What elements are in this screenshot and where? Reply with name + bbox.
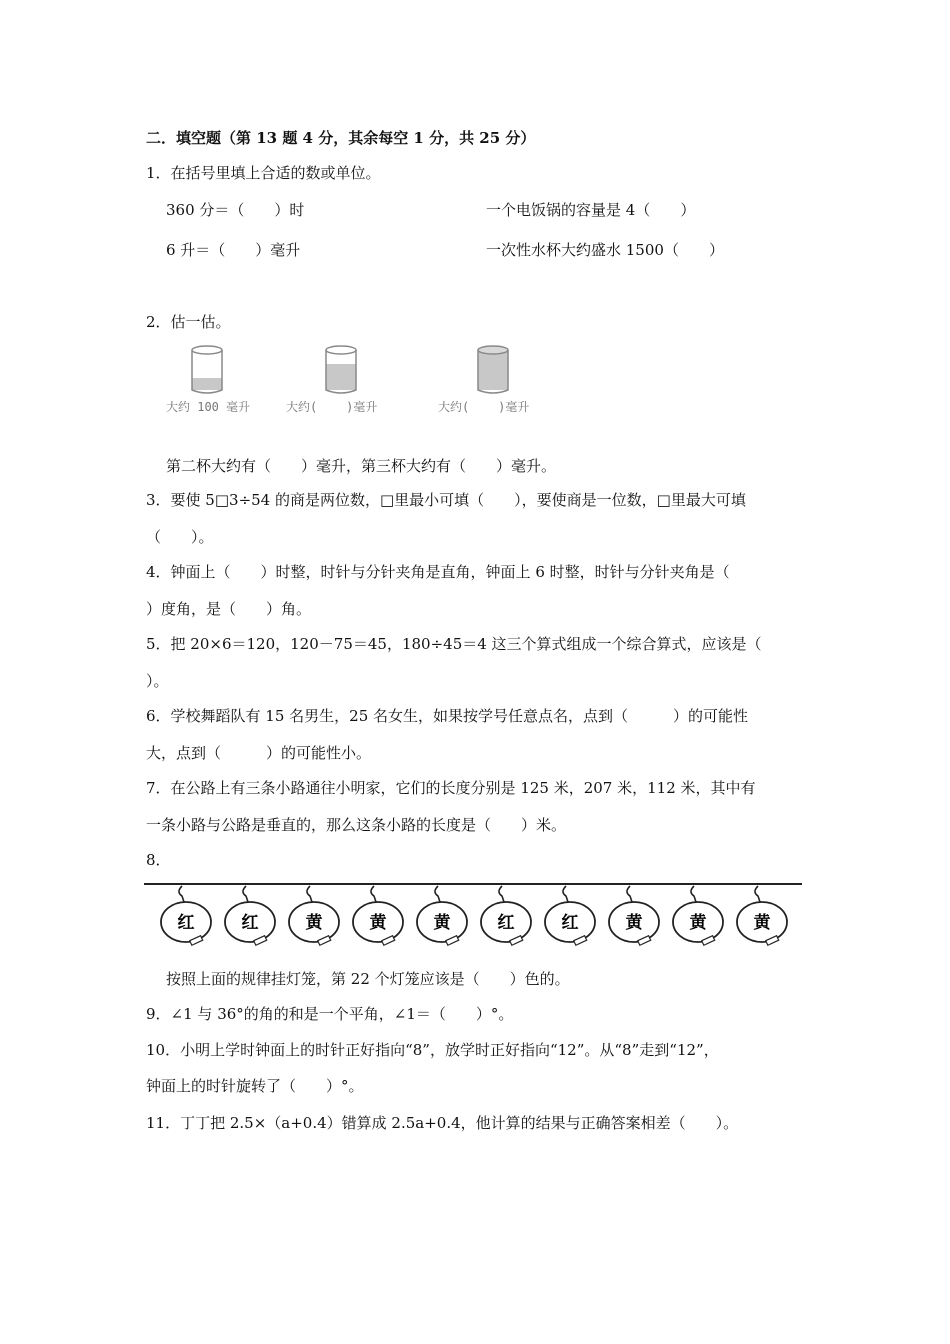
lantern-3-label: 黄 — [305, 913, 323, 933]
lantern-3 — [289, 886, 339, 945]
q4-line2: ）度角，是（ ）角。 — [146, 600, 312, 618]
q1-stem: 1．在括号里填上合适的数或单位。 — [146, 164, 381, 182]
q5-line2: ）。 — [146, 672, 169, 690]
glass-2 — [326, 346, 356, 393]
lantern-10-label: 黄 — [753, 913, 771, 933]
q7-line2: 一条小路与公路是垂直的，那么这条小路的长度是（ ）米。 — [146, 816, 567, 834]
q11-line1: 11．丁丁把 2.5×（a+0.4）错算成 2.5a+0.4，他计算的结果与正确答案相差（ ）。 — [146, 1114, 739, 1132]
lantern-7 — [545, 886, 595, 945]
q3-line2: （ ）。 — [146, 528, 214, 546]
q8-number: 8． — [146, 851, 171, 869]
lantern-6 — [481, 886, 531, 945]
glass-2-label: 大约( )毫升 — [286, 400, 378, 414]
q7-line1: 7．在公路上有三条小路通往小明家，它们的长度分别是 125 米，207 米，112 米，其中有 — [146, 779, 756, 797]
q10-line2: 钟面上的时针旋转了（ ）°。 — [146, 1077, 364, 1095]
q5-line1: 5．把 20×6＝120，120－75＝45，180÷45＝4 这三个算式组成一个综合算式，应该是（ — [146, 635, 762, 653]
lantern-1-label: 红 — [177, 913, 195, 933]
glass-1-liquid — [192, 378, 222, 390]
q3-line1: 3．要使 5□3÷54 的商是两位数，□里最小可填（ ），要使商是一位数，□里最大可填 — [146, 491, 746, 509]
lantern-4-label: 黄 — [369, 913, 387, 933]
q1-item-a: 360 分＝（ ）时 — [166, 201, 305, 219]
lantern-2 — [225, 886, 275, 945]
lantern-9-label: 黄 — [689, 913, 707, 933]
q1-item-d: 一次性水杯大约盛水 1500（ ） — [486, 241, 724, 259]
glass-3 — [478, 346, 508, 393]
lantern-9 — [673, 886, 723, 945]
section-title: 二．填空题（第 13 题 4 分，其余每空 1 分，共 25 分） — [146, 129, 536, 147]
lantern-10 — [737, 886, 787, 945]
glass-1-label: 大约 100 毫升 — [166, 400, 251, 414]
q6-line1: 6．学校舞蹈队有 15 名男生，25 名女生，如果按学号任意点名，点到（ ）的可能性 — [146, 707, 749, 725]
q1-item-b: 一个电饭锅的容量是 4（ ） — [486, 201, 696, 219]
q2-stem: 2．估一估。 — [146, 313, 231, 331]
lantern-5 — [417, 886, 467, 945]
lantern-1 — [161, 886, 211, 945]
lantern-figure — [144, 878, 804, 952]
lantern-7-label: 红 — [561, 913, 579, 933]
q4-line1: 4．钟面上（ ）时整，时针与分针夹角是直角，钟面上 6 时整，时针与分针夹角是（ — [146, 563, 730, 581]
lantern-4 — [353, 886, 403, 945]
q1-item-c: 6 升＝（ ）毫升 — [166, 241, 301, 259]
glass-figure — [160, 340, 580, 420]
lantern-6-label: 红 — [497, 913, 515, 933]
lantern-5-label: 黄 — [433, 913, 451, 933]
glass-1 — [192, 346, 222, 393]
q2-question: 第二杯大约有（ ）毫升，第三杯大约有（ ）毫升。 — [166, 457, 557, 475]
q9-line1: 9．∠1 与 36°的角的和是一个平角，∠1＝（ ）°。 — [146, 1005, 514, 1023]
lantern-8-label: 黄 — [625, 913, 643, 933]
glass-3-label: 大约( )毫升 — [438, 400, 530, 414]
lantern-8 — [609, 886, 659, 945]
glass-2-liquid — [326, 364, 356, 390]
q8-question: 按照上面的规律挂灯笼，第 22 个灯笼应该是（ ）色的。 — [166, 970, 570, 988]
lantern-2-label: 红 — [241, 913, 259, 933]
glass-3-liquid — [478, 350, 508, 390]
q6-line2: 大，点到（ ）的可能性小。 — [146, 744, 372, 762]
q10-line1: 10．小明上学时钟面上的时针正好指向“8”，放学时正好指向“12”。从“8”走到“12”， — [146, 1041, 719, 1059]
